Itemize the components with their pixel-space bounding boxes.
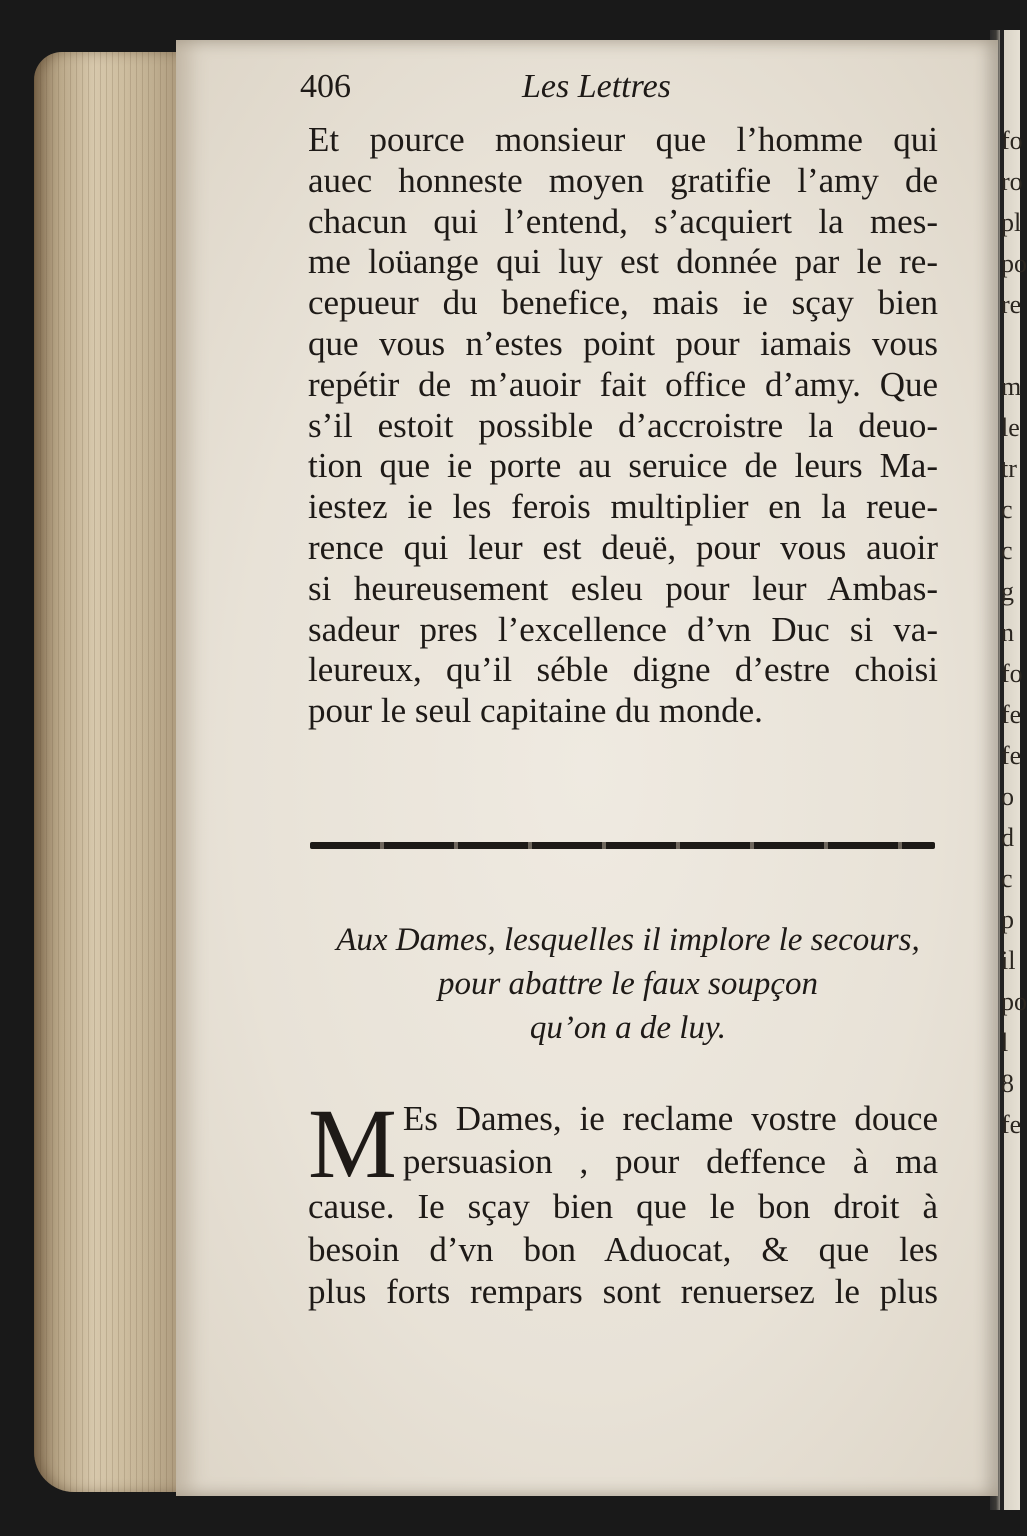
text-line: plus forts rempars sont renuersez le plus	[308, 1272, 938, 1311]
facing-page-glyph: le	[1001, 413, 1020, 442]
text-line: sadeur pres l’excellence d’vn Duc si va-	[308, 609, 938, 649]
facing-page-glyph: n	[1001, 618, 1014, 647]
facing-page-glyph: o	[1001, 782, 1014, 811]
page-block-edge	[34, 52, 184, 1492]
facing-page-glyph: il	[1001, 946, 1016, 975]
letter-body-text	[308, 1088, 938, 1314]
facing-page-fragments	[1001, 120, 1027, 1145]
heading-line: Aux Dames, lesquelles il implore le secours,	[336, 922, 920, 958]
text-line: persuasion , pour deffence à ma	[402, 1141, 938, 1181]
text-line: iestez ie les ferois multiplier en la reue-	[308, 487, 938, 527]
running-title: Les Lettres	[522, 68, 671, 105]
facing-page-glyph: c	[1001, 495, 1013, 524]
letter-end-text	[308, 120, 938, 732]
facing-page-glyph: fo	[1001, 126, 1023, 155]
facing-page-glyph: fe	[1001, 1110, 1022, 1139]
text-line: Es Dames, ie reclame vostre douce	[402, 1099, 938, 1138]
facing-page-glyph: fe	[1001, 741, 1022, 770]
facing-page-glyph: d	[1001, 823, 1014, 852]
facing-page-glyph: tr	[1001, 454, 1017, 483]
text-line: rence qui leur est deuë, pour vous auoir	[308, 527, 938, 567]
facing-page-glyph: c	[1001, 536, 1013, 565]
facing-page-glyph: m	[1001, 372, 1022, 401]
facing-page-glyph: c	[1001, 864, 1013, 893]
facing-page-glyph: 8	[1001, 1069, 1014, 1098]
text-line: cepueur du benefice, mais ie sçay bien	[308, 283, 938, 323]
text-line: tion que ie porte au seruice de leurs Ma-	[308, 446, 938, 486]
text-line: s’il estoit possible d’accroistre la deuo-	[308, 405, 938, 445]
facing-page-glyph: po	[1001, 987, 1027, 1016]
facing-page-glyph: l	[1001, 1028, 1009, 1057]
facing-page-glyph: fo	[1001, 659, 1023, 688]
running-head	[300, 68, 920, 118]
text-line: auec honneste moyen gratifie l’amy de	[308, 160, 938, 200]
text-line: leureux, qu’il séble digne d’estre choisi	[308, 650, 938, 690]
text-line: cause. Ie sçay bien que le bon droit à	[308, 1187, 938, 1226]
text-line: besoin d’vn bon Aduocat, & que les	[308, 1229, 938, 1269]
facing-page-glyph: ro	[1001, 167, 1023, 196]
facing-page-glyph: pl	[1001, 208, 1022, 237]
facing-page-glyph: p	[1001, 905, 1014, 934]
text-line: pour le seul capitaine du monde.	[308, 691, 763, 731]
facing-page-glyph: re	[1001, 290, 1022, 319]
page-number: 406	[300, 68, 351, 105]
ornamental-rule	[310, 842, 935, 849]
facing-page-glyph	[1001, 325, 1020, 366]
heading-line: pour abattre le faux soupçon	[437, 966, 819, 1002]
facing-page-glyph: fe	[1001, 700, 1022, 729]
drop-cap: M	[308, 1088, 397, 1199]
text-line: chacun qui l’entend, s’acquiert la mes-	[308, 201, 938, 241]
letter-heading	[308, 918, 948, 1050]
text-line: Et pource monsieur que l’homme qui	[308, 120, 938, 159]
text-line: me loüange qui luy est donnée par le re-	[308, 242, 938, 282]
text-line: que vous n’estes point pour iamais vous	[308, 323, 938, 363]
heading-line: qu’on a de luy.	[529, 1010, 727, 1046]
text-line: repétir de m’auoir fait office d’amy. Que	[308, 364, 938, 404]
facing-page-glyph: po	[1001, 249, 1027, 278]
text-line: si heureusement esleu pour leur Ambas-	[308, 568, 938, 608]
facing-page-glyph: g	[1001, 577, 1014, 606]
